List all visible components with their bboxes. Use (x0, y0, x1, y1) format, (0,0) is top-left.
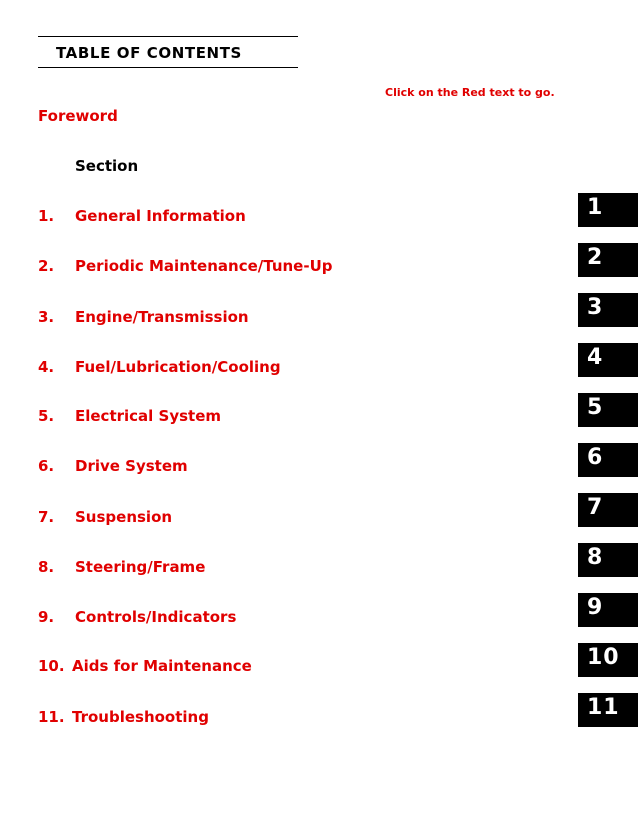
section-tab-8[interactable] (578, 543, 638, 577)
toc-entry-number[interactable]: 6. (38, 457, 55, 475)
toc-entry-number[interactable]: 2. (38, 257, 55, 275)
toc-entry-number[interactable]: 4. (38, 358, 55, 376)
page-title: TABLE OF CONTENTS (56, 44, 242, 62)
section-tab-11[interactable] (578, 693, 638, 727)
section-tab-4[interactable] (578, 343, 638, 377)
section-tab-number[interactable]: 1 (587, 195, 604, 220)
navigation-hint: Click on the Red text to go. (385, 86, 555, 99)
toc-entry-label[interactable]: Engine/Transmission (75, 308, 249, 326)
toc-title-box (38, 36, 298, 68)
toc-entry-number[interactable]: 9. (38, 608, 55, 626)
toc-entry-label[interactable]: Periodic Maintenance/Tune-Up (75, 257, 333, 275)
section-tab-9[interactable] (578, 593, 638, 627)
section-tab-10[interactable] (578, 643, 638, 677)
section-tab-number[interactable]: 4 (587, 345, 604, 370)
section-tab-number[interactable]: 6 (587, 445, 604, 470)
section-tab-2[interactable] (578, 243, 638, 277)
toc-entry-label[interactable]: Troubleshooting (72, 708, 209, 726)
toc-entry-number[interactable]: 11. (38, 708, 65, 726)
toc-entry-number[interactable]: 7. (38, 508, 55, 526)
section-tab-number[interactable]: 3 (587, 295, 604, 320)
section-tab-number[interactable]: 10 (587, 645, 620, 670)
toc-entry-label[interactable]: General Information (75, 207, 246, 225)
section-tab-1[interactable] (578, 193, 638, 227)
toc-entry-number[interactable]: 1. (38, 207, 55, 225)
toc-entry-label[interactable]: Electrical System (75, 407, 222, 425)
toc-entry-label[interactable]: Drive System (75, 457, 188, 475)
toc-entry-label[interactable]: Controls/Indicators (75, 608, 237, 626)
section-tab-7[interactable] (578, 493, 638, 527)
section-tab-number[interactable]: 5 (587, 395, 604, 420)
section-heading: Section (75, 157, 139, 175)
section-tab-number[interactable]: 8 (587, 545, 604, 570)
toc-entry-number[interactable]: 3. (38, 308, 55, 326)
section-tab-number[interactable]: 11 (587, 695, 620, 720)
toc-entry-number[interactable]: 5. (38, 407, 55, 425)
section-tab-number[interactable]: 9 (587, 595, 604, 620)
section-tab-number[interactable]: 7 (587, 495, 604, 520)
toc-entry-label[interactable]: Fuel/Lubrication/Cooling (75, 358, 281, 376)
foreword-link[interactable]: Foreword (38, 107, 118, 125)
section-tab-number[interactable]: 2 (587, 245, 604, 270)
section-tab-5[interactable] (578, 393, 638, 427)
toc-entry-number[interactable]: 10. (38, 657, 65, 675)
toc-entry-label[interactable]: Aids for Maintenance (72, 657, 252, 675)
section-tab-3[interactable] (578, 293, 638, 327)
toc-entry-number[interactable]: 8. (38, 558, 55, 576)
section-tab-6[interactable] (578, 443, 638, 477)
toc-entry-label[interactable]: Steering/Frame (75, 558, 206, 576)
toc-entry-label[interactable]: Suspension (75, 508, 173, 526)
